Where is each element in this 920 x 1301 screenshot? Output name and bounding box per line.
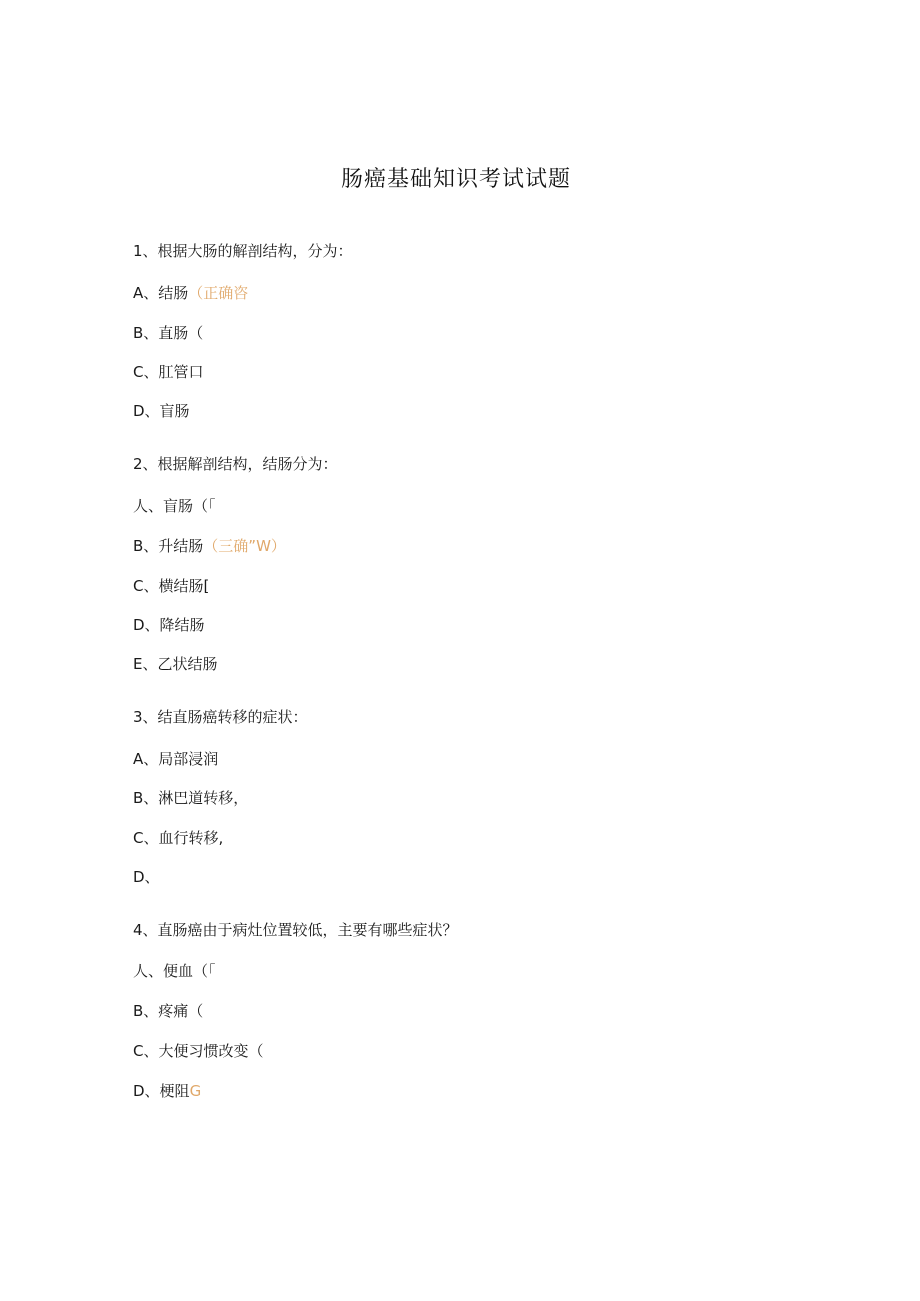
option-3c bbox=[133, 828, 223, 848]
question-3 bbox=[133, 707, 308, 727]
option-text: D、降结肠 bbox=[133, 616, 205, 634]
option-text: B、直肠（ bbox=[133, 324, 204, 342]
option-1d bbox=[133, 401, 190, 421]
option-4c bbox=[133, 1041, 263, 1061]
option-3a bbox=[133, 749, 218, 769]
option-2d bbox=[133, 615, 205, 635]
option-4d bbox=[133, 1081, 201, 1101]
option-4b bbox=[133, 1001, 203, 1021]
option-text: C、肛管口 bbox=[133, 363, 204, 381]
question-text: 1、根据大肠的解剖结构，分为： bbox=[133, 242, 353, 260]
option-1b bbox=[133, 323, 203, 343]
option-text: 人、便血（「 bbox=[133, 962, 216, 980]
question-text: 3、结直肠癌转移的症状： bbox=[133, 708, 308, 726]
answer-note: （三确”W） bbox=[203, 537, 286, 555]
option-2e bbox=[133, 654, 217, 674]
option-2c bbox=[133, 576, 209, 596]
option-text: D、盲肠 bbox=[133, 402, 190, 420]
option-text: C、横结肠[ bbox=[133, 577, 210, 595]
option-text: C、大便习惯改变（ bbox=[133, 1042, 264, 1060]
question-text: 2、根据解剖结构，结肠分为： bbox=[133, 455, 338, 473]
question-2 bbox=[133, 454, 338, 474]
question-text: 4、直肠癌由于病灶位置较低，主要有哪些症状？ bbox=[133, 921, 458, 939]
answer-note: （正确咨 bbox=[188, 284, 249, 302]
option-text: D、梗阻 bbox=[133, 1082, 190, 1100]
option-text: A、结肠 bbox=[133, 284, 189, 302]
option-text: B、淋巴道转移， bbox=[133, 789, 249, 807]
option-3d bbox=[133, 867, 160, 887]
option-text: C、血行转移, bbox=[133, 829, 224, 847]
option-2a bbox=[133, 496, 216, 516]
option-text: A、局部浸润 bbox=[133, 750, 219, 768]
option-text: B、升结肠 bbox=[133, 537, 204, 555]
option-text: E、乙状结肠 bbox=[133, 655, 218, 673]
question-4 bbox=[133, 920, 458, 940]
option-2b bbox=[133, 536, 286, 556]
option-4a bbox=[133, 961, 216, 981]
page-title: 肠癌基础知识考试试题 bbox=[340, 167, 571, 192]
option-text: D、 bbox=[133, 868, 160, 886]
option-1a bbox=[133, 283, 248, 303]
option-text: 人、盲肠（「 bbox=[133, 497, 216, 515]
option-1c bbox=[133, 362, 203, 382]
question-1 bbox=[133, 241, 353, 261]
option-3b bbox=[133, 788, 248, 808]
option-text: B、疼痛（ bbox=[133, 1002, 204, 1020]
answer-note: G bbox=[189, 1082, 202, 1100]
